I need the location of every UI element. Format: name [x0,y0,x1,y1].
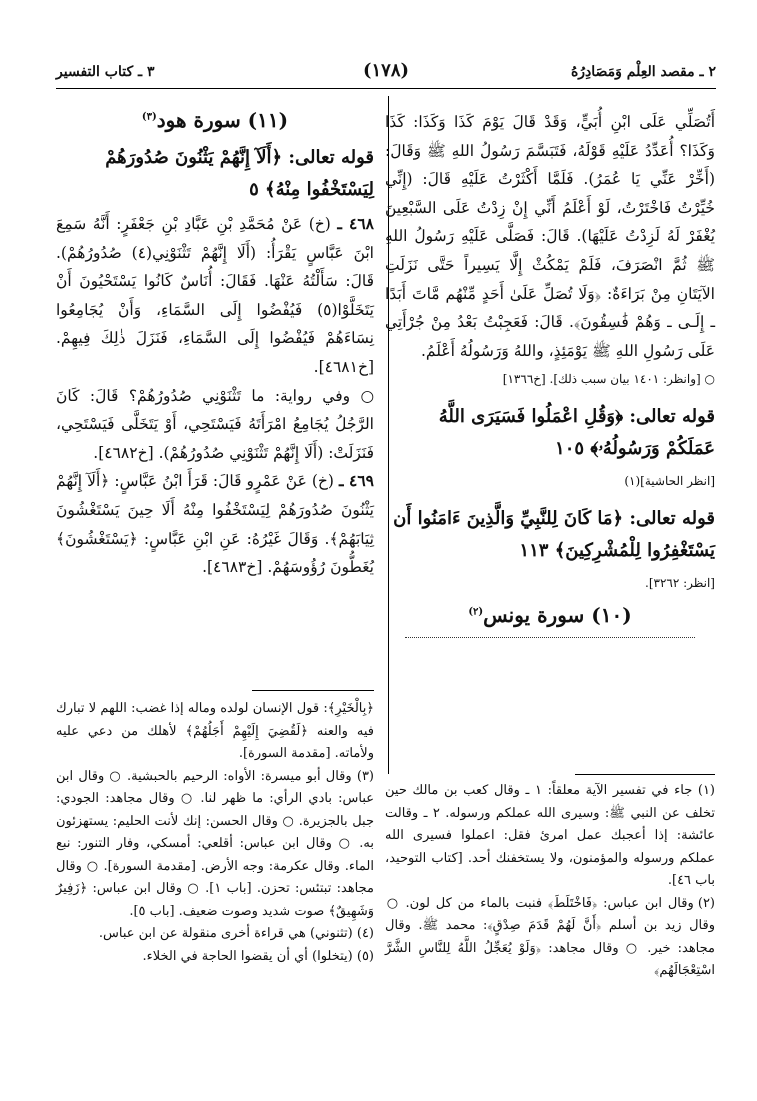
surah-yunus-title [385,603,715,627]
chapter-title: ٢ ـ مقصد العِلْم وَمَصَادِرُهُ [570,64,716,80]
surah-name: (١١) سورة هود [156,108,289,132]
left-column [56,108,374,582]
see-reference-note: [انظر: ٣٢٦٢]. [645,576,715,591]
verse-number: ١٠٥ [555,438,585,460]
verse-text: ﴿مَا كَانَ لِلنَّبِيِّ وَالَّذِينَ ءَامَنُوا أَن يَسْتَغْفِرُوا لِلْمُشْرِكِينَ﴾ [393,508,715,562]
verse-heading-113 [385,503,715,567]
footnote: (١) جاء في تفسير الآية معلقاً: ١ ـ وقال كعب بن مالك حين تخلف عن النبي ﷺ: وسيرى الله عملكم ورسوله. ٢ ـ وقالت عائشة: إذا أعجبك عمل امرئ فقل: اعملوا فسيرى الله عملكم ورسوله والمؤمنون، ولا يستخفنك أحد. [كتاب التوحيد، باب ٤٦]. [385,783,715,888]
page-number: (١٧٨) [362,60,410,81]
footnotes-right [385,780,715,983]
footnote-rule-left [252,690,374,691]
hadith-468 [56,210,374,382]
see-footnote-note: [انظر الحاشية](١) [624,474,715,489]
hadith-number: ٤٦٨ ـ [337,214,374,233]
verse-number: ١١٣ [519,540,549,562]
verse-heading-5 [56,142,374,206]
footnotes-left [56,698,374,968]
verse-label: قوله تعالى: [288,147,374,168]
verse-heading-105 [385,401,715,465]
dotted-separator [405,637,695,638]
footnote: (٥) (يتخلوا) أي أن يقضوا الحاجة في الخلاء. [142,948,374,964]
verse-label: قوله تعالى: [629,406,715,428]
hadith-468-variant: ○ وفي رواية: ما تَثْنَوْنِي صُدُورُهُمْ؟ قَالَ: كَانَ الرَّجُلُ يُجَامِعُ امْرَأَتَهُ فَيَسْتَحِي، أَوْ يَتَخَلَّى فَيَسْتَحِي، فَنَزَلَتْ: (أَلَا إِنَّهُمْ تَثْنَوْنِي صُدُورُهُمْ). [خ٤٦٨٢]. [56,386,374,462]
verse-label: قوله تعالى: [629,508,715,530]
hadith-text: (خ) عَنْ مُحَمَّدِ بْنِ عَبَّادِ بْنِ جَعْفَرٍ: أَنَّهُ سَمِعَ ابْنَ عَبَّاسٍ يَقْرَأُ: (أَلَا إِنَّهُمْ تَثْنَوْنِي(٤) صُدُورُهُمْ). قَالَ: سَأَلْتُهُ عَنْهَا. فَقَالَ: أُنَاسٌ كَانُوا يَسْتَحْيُونَ أَنْ يَتَخَلَّوْا(٥) فَيُفْضُوا إِلَى السَّمَاءِ، وَأَنْ يُجَامِعُوا نِسَاءَهُمْ فَيُفْضُوا إِلَى السَّمَاءِ، فَنَزَلَ ذٰلِكَ فِيهِمْ. [خ٤٦٨١]. [56,215,374,376]
header-divider [56,88,716,89]
footnote: (٤) (تثنوني) هي قراءة أخرى منقولة عن ابن عباس. [98,926,374,941]
page-header [56,58,716,88]
footnote: (٣) وقال أبو ميسرة: الأواه: الرحيم بالحبشية. ○ وقال ابن عباس: بادي الرأي: ما ظهر لنا. ○ وقال مجاهد: الجودي: جبل بالجزيرة. ○ وقال الحسن: إنك لأنت الحليم: يستهزئون به. ○ وقال ابن عباس: أقلعي: أمسكي، وفار التنور: نبع الماء. وقال عكرمة: وجه الأرض. [مقدمة السورة]. ○ وقال مجاهد: تبتئس: تحزن. [باب ١]. ○ وقال ابن عباس: ﴿زَفِيرٌ وَشَهِيقٌ﴾ صوت شديد وصوت ضعيف. [باب ٥]. [56,768,374,919]
hadith-continuation: أَتُصَلِّي عَلَى ابْنِ أُبَيٍّ، وَقَدْ قَالَ يَوْمَ كَذَا وَكَذَا: كَذَا وَكَذَا؟ أُعَدِّدُ عَلَيْهِ قَوْلَهُ، فَتَبَسَّمَ رَسُولُ اللهِ ﷺ وَقَالَ: (أَخِّرْ عَنِّي يَا عُمَرُ). فَلَمَّا أَكْثَرْتُ عَلَيْهِ قَالَ: (إِنِّي خُيِّرْتُ فَاخْتَرْتُ، لَوْ أَعْلَمُ أَنِّي إِنْ زِدْتُ عَلَى السَّبْعِينَ يُغْفَرْ لَهُ لَزِدْتُ عَلَيْهَا). قَالَ: فَصَلَّى عَلَيْهِ رَسُولُ اللهِ ﷺ ثُمَّ انْصَرَفَ، فَلَمْ يَمْكُثْ إِلَّا يَسِيراً حَتَّى نَزَلَتِ الآيَتَانِ مِنْ بَرَاءَةٌ: ﴿وَلَا تُصَلِّ عَلَىٰ أَحَدٍ مِّنْهُم مَّاتَ أَبَدًا ـ إِلَـى ـ وَهُمْ فَٰسِقُونَ﴾. قَالَ: فَعَجِبْتُ بَعْدُ مِنْ جُرْأَتِي عَلَى رَسُولِ اللهِ ﷺ يَوْمَئِذٍ، واللهُ وَرَسُولُهُ أَعْلَمُ. [385,113,715,360]
right-column [385,108,715,638]
footnote-marker: (٣) [141,111,157,123]
book-title: ٣ ـ كتاب التفسير [56,64,155,80]
reference-note: ○ [وانظر: ١٤٠١ بيان سبب ذلك]. [خ١٣٦٦] [502,372,715,387]
surah-name: (١٠) سورة يونس [483,603,632,628]
verse-text: ﴿أَلَآ إِنَّهُمْ يَثْنُونَ صُدُورَهُمْ لِيَسْتَخْفُوا مِنْهُ﴾ [105,147,374,200]
verse-text: ﴿وَقُلِ اعْمَلُوا فَسَيَرَى اللَّهُ عَمَلَكُمْ وَرَسُولُهُۥ﴾ [438,406,715,460]
verse-number: ٥ [249,179,259,200]
hadith-text: (خ) عَنْ عَمْرٍو قَالَ: قَرَأَ ابْنُ عَبَّاسٍ: ﴿أَلَآ إِنَّهُمْ يَثْنُونَ صُدُورَهُمْ لِيَسْتَخْفُوا مِنْهُ أَلَا حِينَ يَسْتَغْشُونَ ثِيَابَهُمْ﴾. وَقَالَ غَيْرُهُ: عَنِ ابْنِ عَبَّاسٍ: ﴿يَسْتَغْشُونَ﴾ يُغَطُّونَ رُؤُوسَهُمْ. [خ٤٦٨٣]. [56,472,374,577]
hadith-number: ٤٦٩ ـ [338,471,374,491]
footnote: ﴿بِالْخَيْرِ﴾: قول الإنسان لولده وماله إذا غضب: اللهم لا تبارك فيه والعنه ﴿لَقُضِيَ إِلَيْهِمْ أَجَلُهُمْ﴾ لأهلك من دعي عليه ولأماته. [مقدمة السورة]. [56,701,374,761]
surah-hud-title [56,108,374,132]
hadith-469 [56,467,374,581]
footnote-marker: (٢) [468,606,484,618]
footnote-rule-right [575,774,715,775]
footnote: (٢) وقال ابن عباس: ﴿فَاخْتَلَطَ﴾ فنبت بالماء من كل لون. ○ وقال زيد بن أسلم ﴿أَنَّ لَهُمْ قَدَمَ صِدْقٍ﴾: محمد ﷺ. وقال مجاهد: خير. ○ وقال مجاهد: ﴿وَلَوْ يُعَجِّلُ اللَّهُ لِلنَّاسِ الشَّرَّ اسْتِعْجَالَهُم﴾ [385,895,715,978]
